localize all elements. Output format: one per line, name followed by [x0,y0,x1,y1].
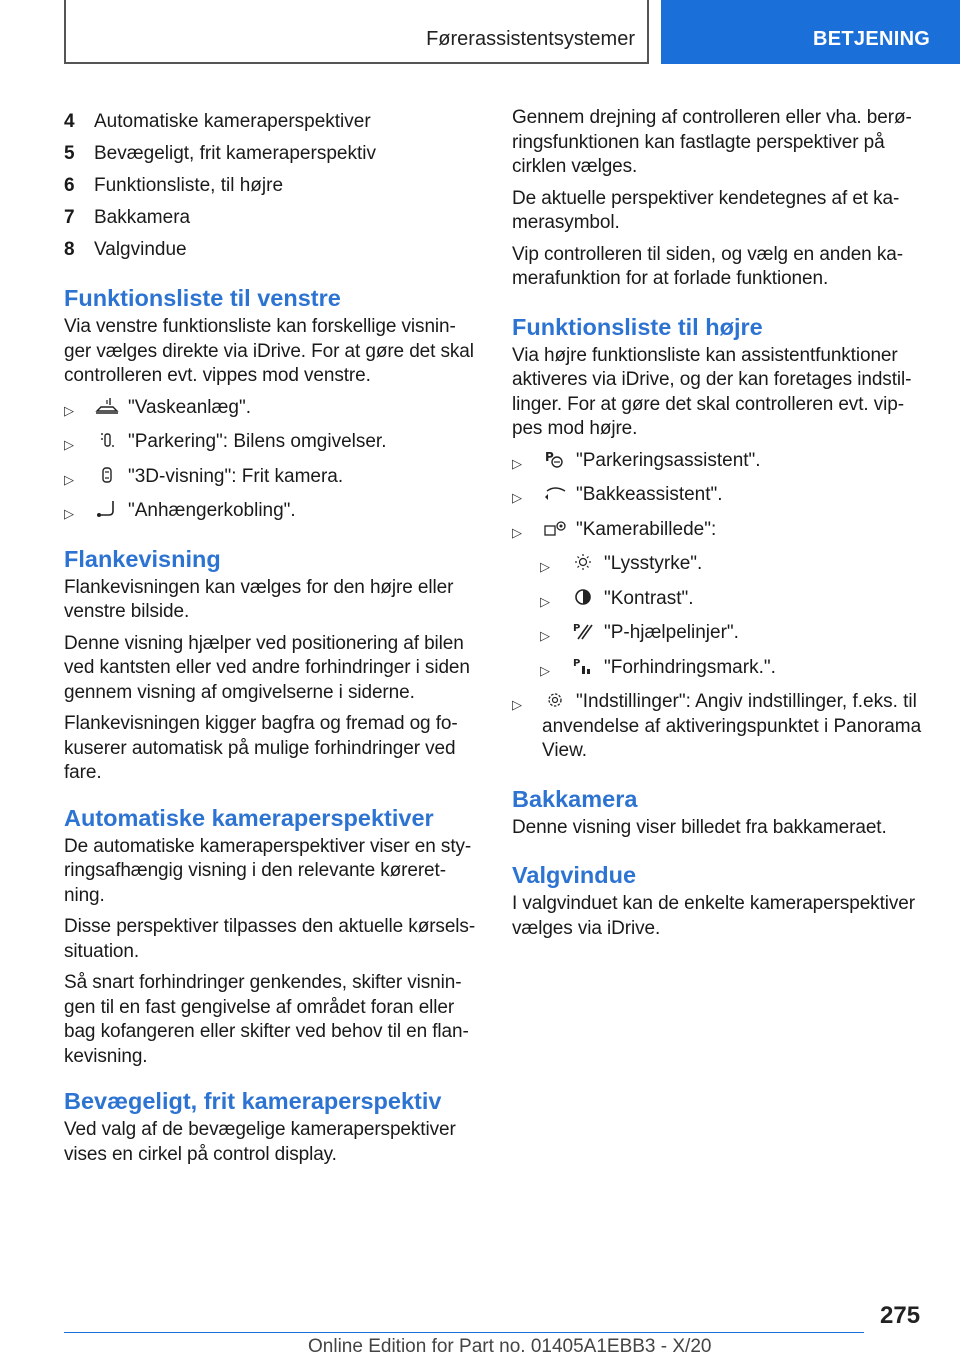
legend-item: 4 Automatiske kameraperspektiver [64,111,371,132]
camera-settings-icon [542,518,568,538]
bullet-triangle-icon: ▷ [64,402,74,418]
left-column [64,106,480,1174]
list-item: ▷ "Parkering": Bilens omgivelser. [64,430,480,458]
legend-item: 7 Bakkamera [64,207,191,228]
bullet-triangle-icon: ▷ [540,628,550,643]
paragraph: Disse perspektiver tilpasses den aktuelle kørsels-situation. [64,916,476,962]
legend-item: 6 Funktionsliste, til højre [64,175,284,196]
svg-text:P: P [573,623,581,634]
list-item: ▷ P "Forhindringsmark.". [540,656,924,684]
gear-icon [542,690,568,710]
legend-item: 8 Valgvindue [64,239,187,260]
parking-guidelines-icon [570,621,596,641]
bullet-triangle-icon: ▷ [512,455,522,471]
3d-view-icon [94,465,120,485]
right-function-list [512,449,924,546]
parking-assistant-icon [542,449,568,469]
settings-list [512,690,924,764]
heading-auto-perspectives: Automatiske kameraperspektiver [64,804,434,831]
list-item: ▷ "Kamerabillede": [512,518,924,546]
contrast-icon [570,587,596,607]
bullet-triangle-icon: ▷ [512,524,522,540]
bullet-triangle-icon: ▷ [64,437,74,452]
legend-item: 5 Bevægeligt, frit kameraperspektiv [64,143,376,164]
list-item: ▷ "3D-visning": Frit kamera. [64,465,480,493]
paragraph: De automatiske kameraperspektiver viser en sty-ringsafhængig visning i den relevante køreret-ning. [64,835,472,906]
paragraph: Flankevisningen kigger bagfra og fremad og fo-kuserer automatisk på mulige forhindringer ved fare. [64,713,458,783]
bullet-triangle-icon: ▷ [512,490,522,505]
list-item: ▷ "Kontrast". [540,587,924,615]
bullet-triangle-icon: ▷ [540,662,550,678]
paragraph: Ved valg af de bevægelige kameraperspektiver vises en cirkel på control display. [64,1119,456,1165]
header-section-title: Førerassistentsystemer [426,28,635,50]
header-chapter-title: BETJENING [813,28,931,50]
paragraph: Gennem drejning af controlleren eller vha. berø-ringsfunktionen kan fastlagte perspektiver på cirklen vælges. [512,107,912,177]
bullet-triangle-icon: ▷ [540,559,550,574]
list-item: ▷ "Indstillinger": Angiv indstillinger, f.eks. til anvendelse af aktiveringspunktet i Panorama View. [512,691,922,761]
paragraph: Flankevisningen kan vælges for den højre eller venstre bilside. [64,576,454,622]
heading-free-perspective: Bevægeligt, frit kameraperspektiv [64,1088,442,1114]
list-item: ▷ "Lysstyrke". [540,552,924,580]
bullet-triangle-icon: ▷ [64,506,74,521]
list-item: ▷ "Vaskeanlæg". [64,396,480,424]
heading-left-function-list: Funktionsliste til venstre [64,285,341,311]
right-column [512,106,924,948]
header-chapter-tab[interactable] [661,0,960,64]
list-item: ▷ "Bakkeassistent". [512,483,924,511]
heading-selection-window: Valgvindue [512,862,637,888]
heading-right-function-list: Funktionsliste til højre [512,313,763,340]
list-item: ▷ P "P-hjælpelinjer". [540,621,924,649]
paragraph: Via venstre funktionsliste kan forskellige visnin-ger vælges direkte via iDrive. For at gøre det skal controlleren evt. vippes mod venstre. [64,316,474,386]
footer-divider [64,1332,864,1333]
paragraph: Denne visning hjælper ved positionering af bilen ved kantsten eller ved andre forhindringer i siden gennem visning af omgivelserne i siderne. [64,632,470,703]
heading-side-view: Flankevisning [64,545,221,572]
paragraph: Denne visning viser billedet fra bakkameraet. [512,816,887,838]
paragraph: De aktuelle perspektiver kendetegnes af et ka-merasymbol. [512,187,900,233]
brightness-icon [570,552,596,572]
header-section-box [64,0,649,64]
bullet-triangle-icon: ▷ [540,593,550,609]
car-wash-icon [94,396,120,416]
svg-text:P: P [573,657,581,669]
camera-submenu-list [540,552,924,683]
left-function-list [64,396,480,527]
paragraph: Via højre funktionsliste kan assistentfunktioner aktiveres via iDrive, og der kan foretages indstil-linger. For at gøre det skal controlleren evt. vip-pes mod højre. [512,344,912,439]
reverse-assistant-icon [542,483,568,503]
bullet-triangle-icon: ▷ [512,697,522,712]
trailer-hitch-icon [94,499,120,519]
svg-text:P: P [545,449,554,464]
heading-rear-camera: Bakkamera [512,785,638,812]
legend-list [64,106,480,266]
footer-edition: Online Edition for Part no. 01405A1EBB3 - X/20 [308,1336,712,1357]
parking-sensor-icon [94,430,120,450]
page-number: 275 [880,1302,921,1329]
paragraph: I valgvinduet kan de enkelte kameraperspektiver vælges via iDrive. [512,893,915,939]
list-item: ▷ P "Parkeringsassistent". [512,449,924,477]
list-item: ▷ "Anhængerkobling". [64,499,480,527]
paragraph: Så snart forhindringer genkendes, skifter visnin-gen til en fast gengivelse af området foran eller bag kofangeren eller skifter ved behov til en flan-kevisning. [64,972,469,1067]
paragraph: Vip controlleren til siden, og vælg en anden ka-merafunktion for at forlade funktionen. [512,243,903,289]
bullet-triangle-icon: ▷ [64,471,74,487]
obstacle-marking-icon [570,656,596,676]
